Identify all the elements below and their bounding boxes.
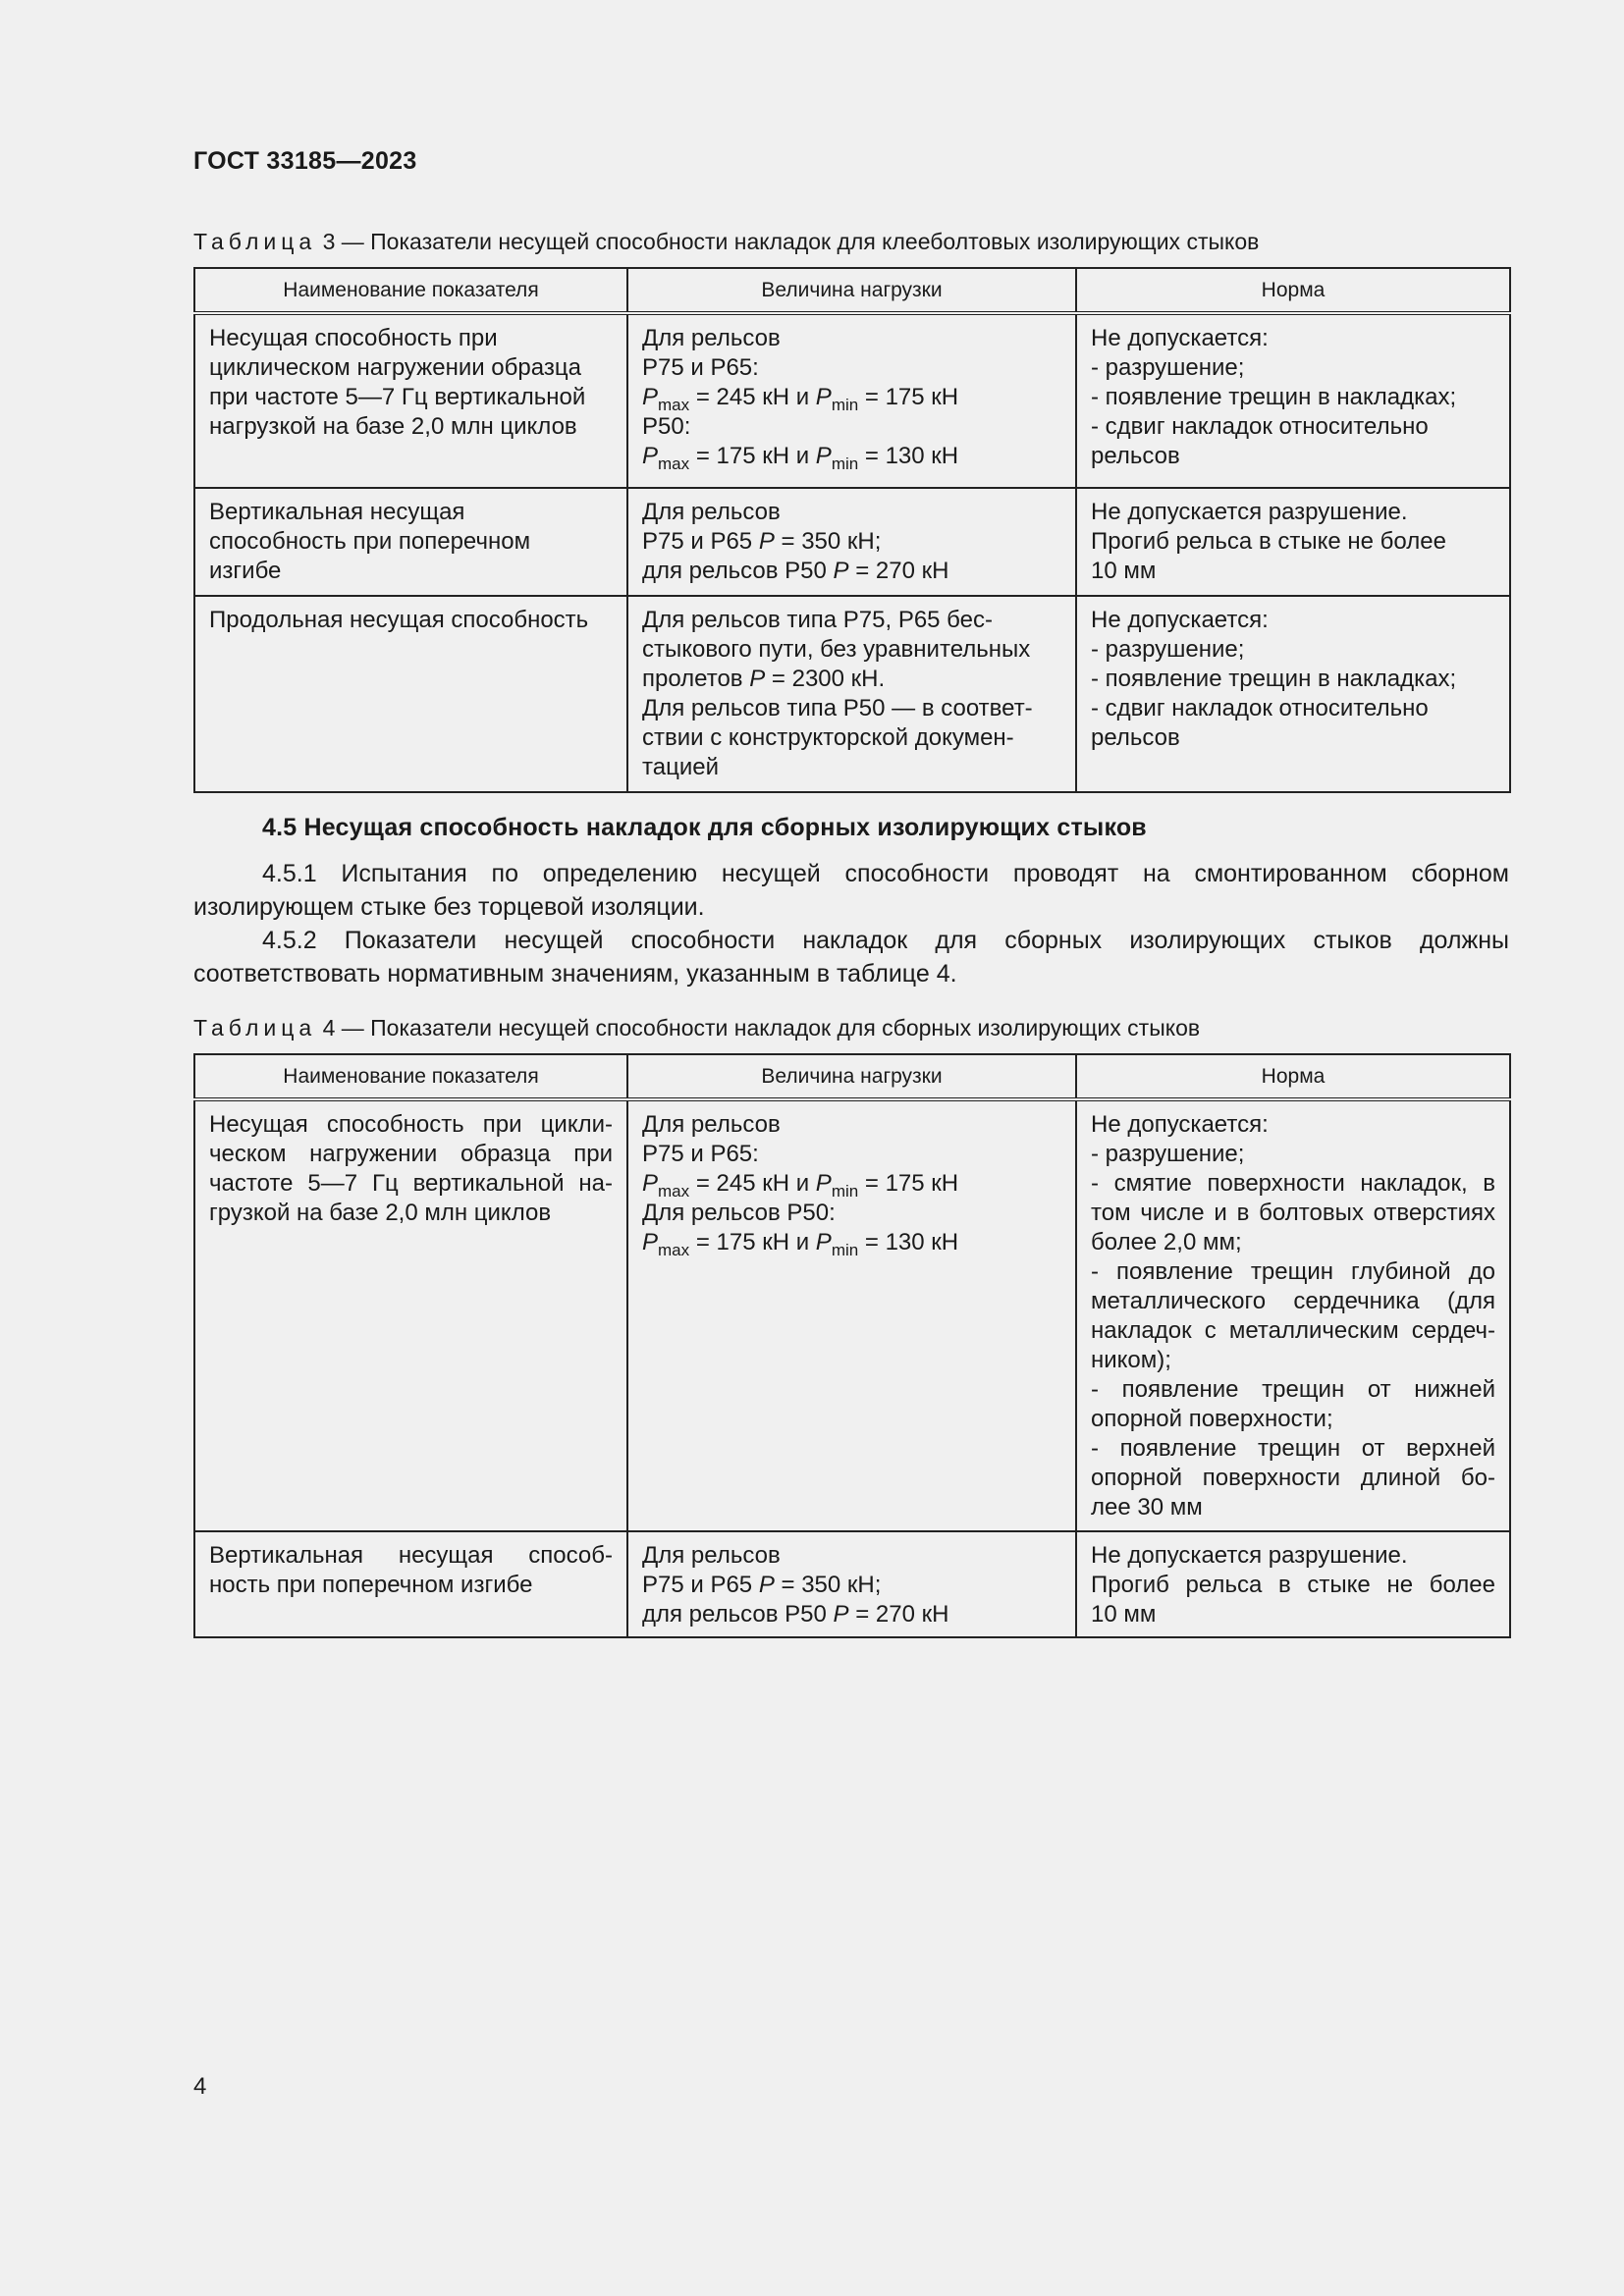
table3-caption <box>193 227 1509 256</box>
table3 <box>193 267 1511 793</box>
cell-line: опорной поверхности; <box>1091 1406 1333 1432</box>
pmax-value: = 175 кН и <box>695 443 810 469</box>
cell-line: том числе и в болтовых отверстиях <box>1091 1200 1495 1226</box>
cell-line: нагрузкой на базе 2,0 млн циклов <box>209 413 577 440</box>
cell-line: Р75 и Р65: <box>642 1141 759 1167</box>
cell-line: 10 мм <box>1091 558 1157 584</box>
min-subscript: min <box>831 454 859 473</box>
cell-line: - сдвиг накладок относительно <box>1091 413 1429 440</box>
table4-col-load: Величина нагрузки <box>627 1054 1076 1099</box>
p-symbol: P <box>642 443 659 469</box>
cell-line: - появление трещин от нижней <box>1091 1376 1495 1403</box>
pmax-value: = 245 кН и <box>695 1170 810 1197</box>
load-prefix: для рельсов Р50 <box>642 558 827 584</box>
table4-caption <box>193 1013 1509 1042</box>
load-prefix: Р75 и Р65 <box>642 1572 753 1598</box>
cell-line: Для рельсов <box>642 499 781 525</box>
pmin-value: = 130 кН <box>864 1229 959 1255</box>
section-4-5 <box>193 811 1509 990</box>
p-symbol: P <box>758 528 775 555</box>
cell-line: изгибе <box>209 558 282 584</box>
cell-line: Несущая способность при цикли- <box>209 1111 613 1138</box>
min-subscript: min <box>831 1182 859 1201</box>
cell-line: при частоте 5—7 Гц вертикальной <box>209 384 586 410</box>
load-value: = 2300 кН. <box>771 666 886 692</box>
cell-line: Не допускается разрушение. <box>1091 499 1408 525</box>
cell-line: - сдвиг накладок относительно <box>1091 695 1429 721</box>
cell-line: лее 30 мм <box>1091 1494 1203 1521</box>
cell-line: - появление трещин глубиной до <box>1091 1258 1495 1285</box>
pmax-line <box>642 1169 1061 1199</box>
p-symbol: P <box>833 558 849 584</box>
table4-r2-norm <box>1076 1531 1510 1637</box>
table-row <box>194 1099 1510 1531</box>
cell-line: - появление трещин в накладках; <box>1091 384 1457 410</box>
cell-line: Р75 и Р65: <box>642 354 759 381</box>
cell-line: Вертикальная несущая способ- <box>209 1542 613 1569</box>
table3-r1-name <box>194 313 627 488</box>
load-value: = 270 кН <box>855 558 949 584</box>
table-row <box>194 313 1510 488</box>
p-line <box>642 1600 1061 1629</box>
cell-line: Не допускается разрушение. <box>1091 1542 1408 1569</box>
p-line <box>642 557 1061 586</box>
load-value: = 350 кН; <box>781 528 882 555</box>
page-number: 4 <box>193 2073 207 2100</box>
cell-line: Для рельсов типа Р75, Р65 бес- <box>642 607 993 633</box>
cell-line: Вертикальная несущая <box>209 499 465 525</box>
table4-col-norm: Норма <box>1076 1054 1510 1099</box>
min-subscript: min <box>831 1241 859 1259</box>
cell-line: ником); <box>1091 1347 1171 1373</box>
load-prefix: Р75 и Р65 <box>642 528 753 555</box>
p-line <box>642 527 1061 557</box>
pmax-line <box>642 383 1061 412</box>
cell-line: - разрушение; <box>1091 636 1245 663</box>
pmin-value: = 130 кН <box>864 443 959 469</box>
cell-line: рельсов <box>1091 724 1180 751</box>
cell-line: ность при поперечном изгибе <box>209 1572 533 1598</box>
document-code: ГОСТ 33185—2023 <box>193 147 417 175</box>
pmin-value: = 175 кН <box>864 1170 959 1197</box>
cell-line: Р50: <box>642 413 691 440</box>
section-title: 4.5 Несущая способность накладок для сборных изолирующих стыков <box>262 814 1147 841</box>
load-value: = 350 кН; <box>781 1572 882 1598</box>
p-symbol: P <box>642 384 659 410</box>
p-symbol: P <box>815 1229 832 1255</box>
table3-r3-load <box>627 596 1076 792</box>
cell-line: ствии с конструкторской докумен- <box>642 724 1014 751</box>
table3-r3-name <box>194 596 627 792</box>
table3-r1-norm <box>1076 313 1510 488</box>
cell-line: Продольная несущая способность <box>209 607 589 633</box>
cell-line: Прогиб рельса в стыке не более <box>1091 1572 1495 1598</box>
pmax-line <box>642 442 1061 471</box>
cell-line: циклическом нагружении образца <box>209 354 581 381</box>
cell-line: - появление трещин от верхней <box>1091 1435 1495 1462</box>
table3-col-load: Величина нагрузки <box>627 268 1076 313</box>
p-line <box>642 1571 1061 1600</box>
cell-line: - разрушение; <box>1091 354 1245 381</box>
table3-r2-name <box>194 488 627 596</box>
cell-line: Для рельсов <box>642 325 781 351</box>
cell-line: способность при поперечном <box>209 528 531 555</box>
pmax-line <box>642 1228 1061 1257</box>
p-symbol: P <box>815 384 832 410</box>
cell-line: Несущая способность при <box>209 325 498 351</box>
max-subscript: max <box>658 1241 690 1259</box>
p-symbol: P <box>749 666 766 692</box>
table-row <box>194 1531 1510 1637</box>
cell-line: ческом нагружении образца при <box>209 1141 613 1167</box>
p-symbol: P <box>758 1572 775 1598</box>
cell-line: - разрушение; <box>1091 1141 1245 1167</box>
cell-line: Не допускается: <box>1091 325 1269 351</box>
p-symbol: P <box>642 1229 659 1255</box>
table3-caption-word: Таблица <box>193 229 317 254</box>
table4-r1-norm <box>1076 1099 1510 1531</box>
table-row <box>194 488 1510 596</box>
pmax-value: = 245 кН и <box>695 384 810 410</box>
cell-line: Не допускается: <box>1091 607 1269 633</box>
table4-r2-name <box>194 1531 627 1637</box>
cell-line: Для рельсов Р50: <box>642 1200 836 1226</box>
cell-line: - появление трещин в накладках; <box>1091 666 1457 692</box>
max-subscript: max <box>658 454 690 473</box>
table4-r1-load <box>627 1099 1076 1531</box>
load-prefix: для рельсов Р50 <box>642 1601 827 1628</box>
table3-header-row <box>194 268 1510 313</box>
table3-r2-norm <box>1076 488 1510 596</box>
p-symbol: P <box>833 1601 849 1628</box>
table4-col-name: Наименование показателя <box>194 1054 627 1099</box>
pmin-value: = 175 кН <box>864 384 959 410</box>
cell-line: грузкой на базе 2,0 млн циклов <box>209 1200 552 1226</box>
cell-line: Не допускается: <box>1091 1111 1269 1138</box>
cell-line: частоте 5—7 Гц вертикальной на- <box>209 1170 613 1197</box>
table4 <box>193 1053 1511 1638</box>
cell-line: тацией <box>642 754 719 780</box>
table4-r2-load <box>627 1531 1076 1637</box>
paragraph-4-5-2: 4.5.2 Показатели несущей способности накладок для сборных изолирующих стыков должны соответствовать нормативным значениям, указанным в таблице 4. <box>193 927 1509 988</box>
table3-r2-load <box>627 488 1076 596</box>
p-symbol: P <box>642 1170 659 1197</box>
table3-col-norm: Норма <box>1076 268 1510 313</box>
cell-line: более 2,0 мм; <box>1091 1229 1242 1255</box>
p-line <box>642 665 1061 694</box>
cell-line: рельсов <box>1091 443 1180 469</box>
cell-line: металлического сердечника (для <box>1091 1288 1495 1314</box>
table3-col-name: Наименование показателя <box>194 268 627 313</box>
max-subscript: max <box>658 1182 690 1201</box>
cell-line: Для рельсов <box>642 1542 781 1569</box>
cell-line: Для рельсов <box>642 1111 781 1138</box>
table3-r1-load <box>627 313 1076 488</box>
max-subscript: max <box>658 396 690 414</box>
cell-line: Для рельсов типа Р50 — в соответ- <box>642 695 1033 721</box>
cell-line: опорной поверхности длиной бо- <box>1091 1465 1495 1491</box>
cell-line: накладок с металлическим сердеч- <box>1091 1317 1495 1344</box>
table4-caption-word: Таблица <box>193 1015 317 1041</box>
load-prefix: пролетов <box>642 666 743 692</box>
table3-r3-norm <box>1076 596 1510 792</box>
table4-r1-name <box>194 1099 627 1531</box>
table3-caption-text: 3 — Показатели несущей способности накладок для клееболтовых изолирующих стыков <box>316 229 1260 254</box>
cell-line: стыкового пути, без уравнительных <box>642 636 1031 663</box>
cell-line: 10 мм <box>1091 1601 1157 1628</box>
min-subscript: min <box>831 396 859 414</box>
table-row <box>194 596 1510 792</box>
table4-caption-text: 4 — Показатели несущей способности накладок для сборных изолирующих стыков <box>316 1015 1201 1041</box>
load-value: = 270 кН <box>855 1601 949 1628</box>
paragraph-4-5-1: 4.5.1 Испытания по определению несущей способности проводят на смонтированном сборном изолирующем стыке без торцевой изоляции. <box>193 860 1509 921</box>
cell-line: Прогиб рельса в стыке не более <box>1091 528 1446 555</box>
p-symbol: P <box>815 443 832 469</box>
p-symbol: P <box>815 1170 832 1197</box>
table4-header-row <box>194 1054 1510 1099</box>
cell-line: - смятие поверхности накладок, в <box>1091 1170 1495 1197</box>
pmax-value: = 175 кН и <box>695 1229 810 1255</box>
